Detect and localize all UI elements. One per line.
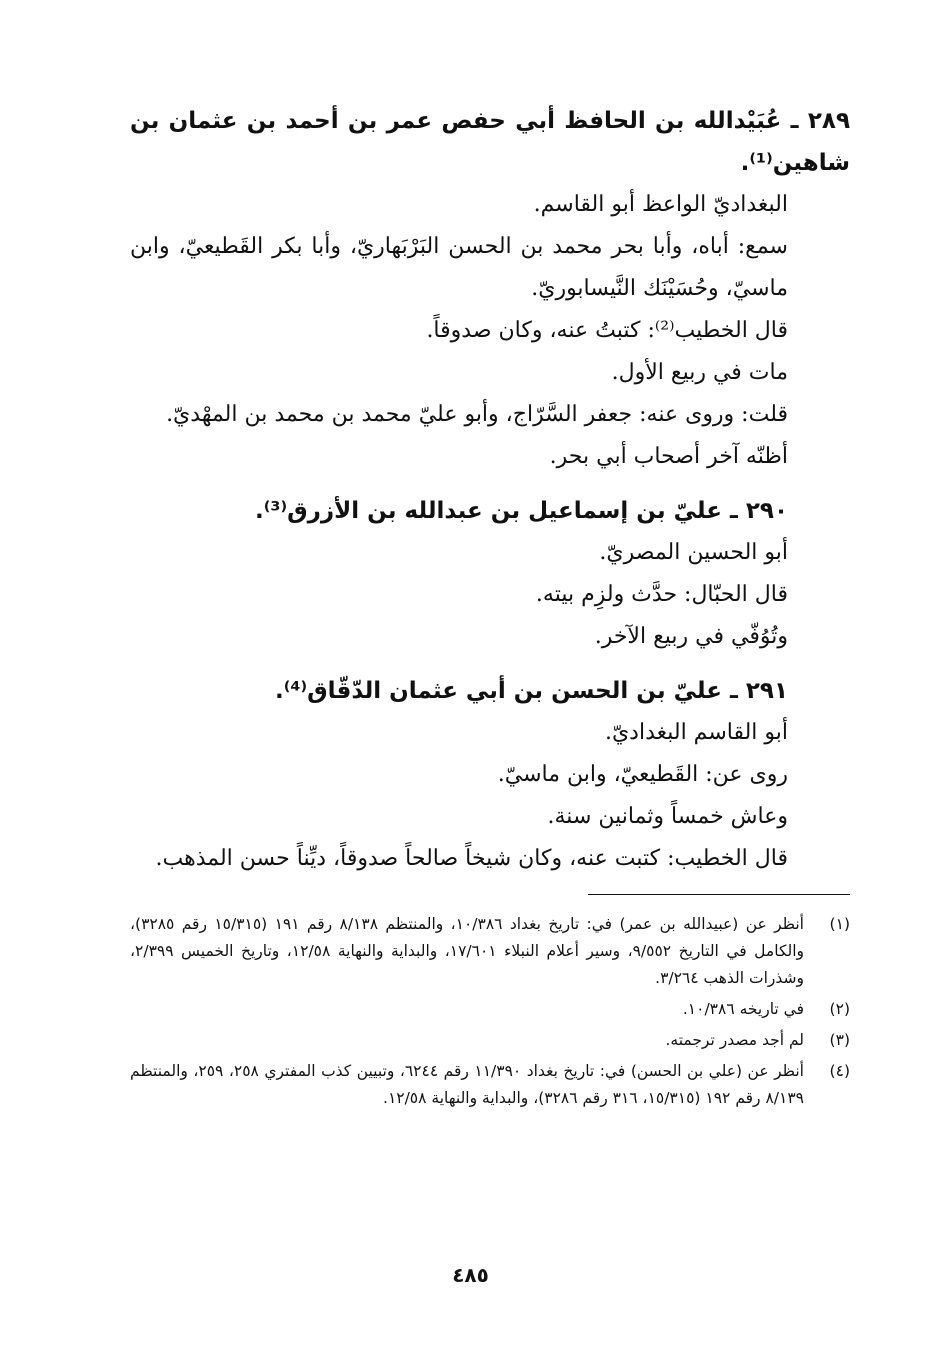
footnote-number: (٣) (829, 1031, 850, 1049)
footnotes (130, 911, 850, 1112)
entry-291-line-1: أبو القاسم البغداديّ. (604, 720, 788, 745)
footnote-separator (588, 894, 850, 895)
page-number: ٤٨٥ (452, 1263, 489, 1287)
entry-heading-290: ٢٩٠ ـ عليّ بن إسماعيل بن عبدالله بن الأزرق⁽³⁾. (255, 498, 788, 524)
entry-290-line-3: وتُوُفّي في ربيع الآخر. (594, 624, 788, 649)
entry-289-line-1: البغداديّ الواعظ أبو القاسم. (533, 192, 788, 217)
footnote-1 (130, 911, 850, 992)
footnote-number: (١) (829, 915, 850, 933)
entry-289-line-5: قلت: وروى عنه: جعفر السَّرّاج، وأبو عليّ محمد بن محمد بن المهْديّ. (166, 402, 788, 427)
entry-heading-289: ٢٨٩ ـ عُبَيْدالله بن الحافظ أبي حفص عمر بن أحمد بن عثمان بن شاهين⁽¹⁾. (130, 108, 850, 176)
footnote-4 (130, 1058, 850, 1112)
entry-289-line-2: سمع: أباه، وأبا بحر محمد بن الحسن البَرْبَهاريّ، وأبا بكر القَطيعيّ، وابن ماسيّ، وحُسَيْنَك النَّيسابوريّ. (130, 234, 788, 301)
entry-291-line-4: قال الخطيب: كتبت عنه، وكان شيخاً صالحاً صدوقاً، ديِّناً حسن المذهب. (155, 846, 788, 871)
entry-289-line-3: قال الخطيب⁽²⁾: كتبتُ عنه، وكان صدوقاً. (426, 318, 788, 343)
footnote-text: لم أجد مصدر ترجمته. (665, 1031, 804, 1049)
entry-heading-291: ٢٩١ ـ عليّ بن الحسن بن أبي عثمان الدّقّاق⁽⁴⁾. (274, 678, 788, 704)
entry-290-line-2: قال الحبّال: حدَّث ولزِم بيته. (535, 582, 788, 607)
footnote-2 (130, 996, 850, 1023)
footnote-number: (٢) (829, 1000, 850, 1018)
footnote-number: (٤) (829, 1062, 850, 1080)
entry-291-line-2: روى عن: القَطيعيّ، وابن ماسيّ. (497, 762, 788, 787)
entry-289-line-4: مات في ربيع الأول. (611, 360, 788, 385)
footnote-text: في تاريخه ١٠/٣٨٦. (682, 1000, 804, 1018)
footnote-text: أنظر عن (علي بن الحسن) في: تاريخ بغداد ١١/٣٩٠ رقم ٦٢٤٤، وتبيين كذب المفتري ٢٥٨، ٢٥٩، والمنتظم ٨/١٣٩ رقم ١٩٢ (١٥/٣١٥، ٣١٦ رقم ٣٢٨٦)، والبداية والنهاية ١٢/٥٨. (130, 1062, 804, 1107)
footnote-text: أنظر عن (عبيدالله بن عمر) في: تاريخ بغداد ١٠/٣٨٦، والمنتظم ٨/١٣٨ رقم ١٩١ (١٥/٣١٥ رقم ٣٢٨٥)، والكامل في التاريخ ٩/٥٥٢، وسير أعلام النبلاء ١٧/٦٠١، والبداية والنهاية ١٢/٥٨، وتاريخ الخميس ٢/٣٩٩، وشذرات الذهب ٣/٢٦٤. (130, 915, 805, 987)
entry-290-line-1: أبو الحسين المصريّ. (599, 540, 788, 565)
entry-291-line-3: وعاش خمساً وثمانين سنة. (547, 804, 788, 829)
page-body (130, 100, 850, 1116)
footnote-3 (130, 1027, 850, 1054)
entry-289-line-6: أظنّه آخر أصحاب أبي بحر. (549, 444, 788, 469)
